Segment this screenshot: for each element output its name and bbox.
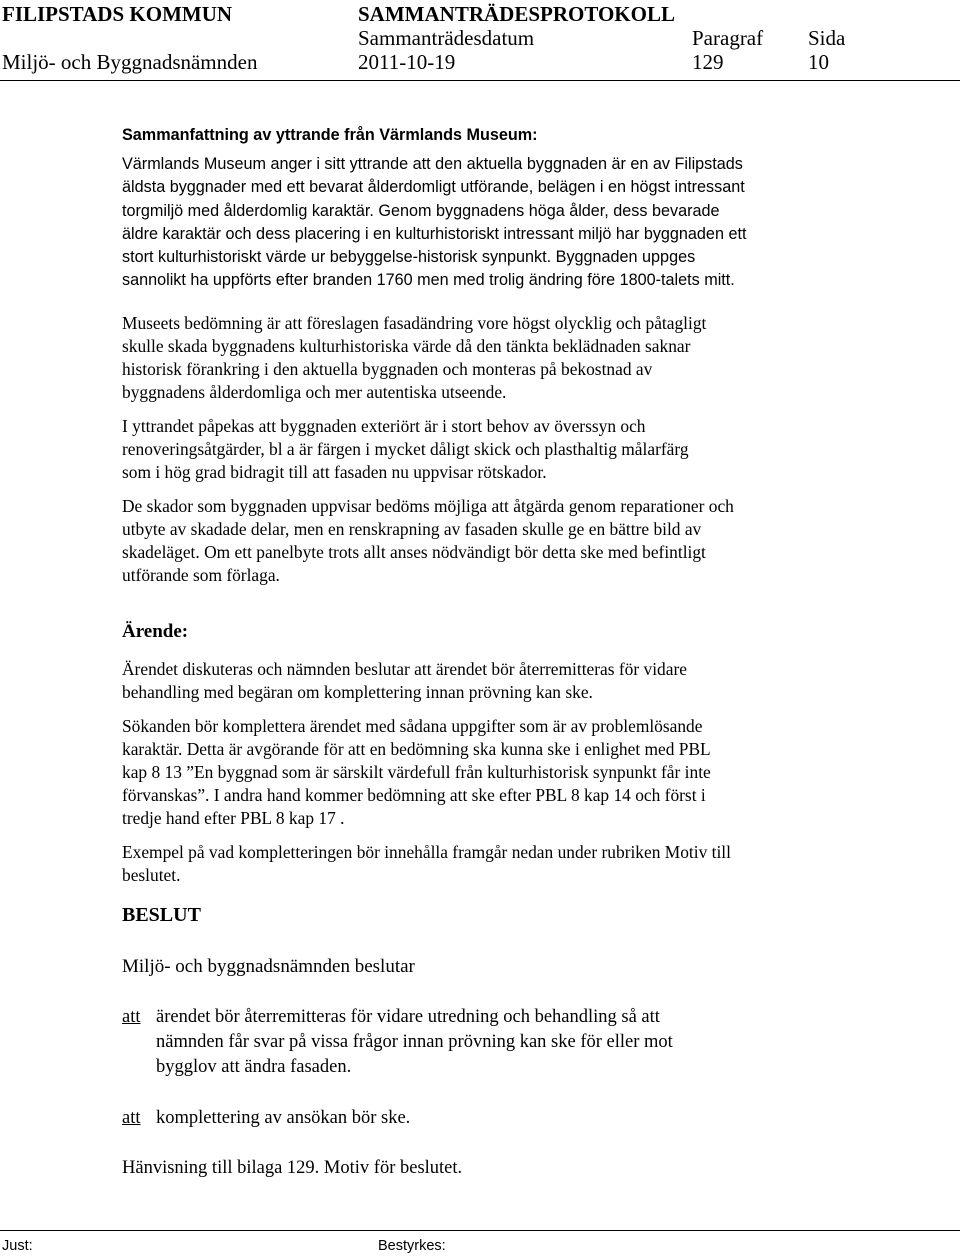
summary-paragraph-3 xyxy=(122,415,834,484)
text-line: utförande som förlaga. xyxy=(122,565,280,585)
summary-heading: Sammanfattning av yttrande från Värmlands Museum: xyxy=(122,126,538,144)
page-label: Sida xyxy=(808,26,846,50)
page-number: 10 xyxy=(808,50,829,74)
text-line: sannolikt ha uppförts efter branden 1760 men med trolig ändring före 1800-talets mitt. xyxy=(122,271,735,290)
summary-paragraph-1 xyxy=(122,153,834,292)
decision-item-2 xyxy=(122,1106,141,1131)
text-line: Exempel på vad kompletteringen bör innehålla framgår nedan under rubriken Motiv till xyxy=(122,842,731,862)
arende-paragraph-1 xyxy=(122,658,834,704)
beslut-heading: BESLUT xyxy=(122,904,201,926)
arende-paragraph-3 xyxy=(122,841,834,887)
text-line: ärendet bör återremitteras för vidare utredning och behandling så att xyxy=(156,1007,660,1027)
text-line: som i hög grad bidragit till att fasaden nu uppvisar rötskador. xyxy=(122,462,547,482)
arende-heading: Ärende: xyxy=(122,621,189,642)
text-line: förvanskas”. I andra hand kommer bedömning att ske efter PBL 8 kap 14 och först i xyxy=(122,785,706,805)
beslut-intro: Miljö- och byggnadsnämnden beslutar xyxy=(122,956,415,977)
text-line: bygglov att ändra fasaden. xyxy=(156,1057,352,1077)
document-type: SAMMANTRÄDESPROTOKOLL xyxy=(358,2,675,26)
text-line: kap 8 13 ”En byggnad som är särskilt värdefull från kulturhistorisk synpunkt får inte xyxy=(122,762,711,782)
text-line: äldsta byggnader med ett bevarat ålderdomligt utförande, belägen i en högst intressant xyxy=(122,178,745,197)
text-line: Museets bedömning är att föreslagen fasadändring vore högst olycklig och påtagligt xyxy=(122,313,707,333)
arende-paragraph-2 xyxy=(122,715,834,830)
summary-serif-section xyxy=(122,312,834,587)
attachment-reference: Hänvisning till bilaga 129. Motiv för beslutet. xyxy=(122,1158,463,1178)
summary-section xyxy=(122,124,834,300)
paragraph-label: Paragraf xyxy=(692,26,764,50)
committee-name: Miljö- och Byggnadsnämnden xyxy=(2,50,258,74)
summary-paragraph-4 xyxy=(122,495,834,587)
att-marker: att xyxy=(122,1007,141,1027)
text-line: äldre karaktär och dess placering i en kulturhistoriskt intressant miljö har byggnaden ett xyxy=(122,224,747,243)
bestyrkes-label: Bestyrkes: xyxy=(378,1238,446,1254)
municipality-name: FILIPSTADS KOMMUN xyxy=(2,2,233,26)
paragraph-number: 129 xyxy=(692,50,724,74)
text-line: byggnadens ålderdomliga och mer autentiska utseende. xyxy=(122,382,507,402)
text-line: tredje hand efter PBL 8 kap 17 . xyxy=(122,808,345,828)
summary-paragraph-2 xyxy=(122,312,834,404)
justering-label: Just: xyxy=(2,1238,33,1254)
text-line: utbyte av skadade delar, men en renskrapning av fasaden skulle ge en bättre bild av xyxy=(122,519,702,539)
decision-item-1 xyxy=(122,1005,141,1030)
decision-item-2-text: komplettering av ansökan bör ske. xyxy=(156,1108,411,1128)
meeting-date: 2011-10-19 xyxy=(358,50,456,74)
text-line: I yttrandet påpekas att byggnaden exteriört är i stort behov av överssyn och xyxy=(122,416,646,436)
text-line: skulle skada byggnadens kulturhistoriska värde då den tänkta beklädnaden saknar xyxy=(122,336,691,356)
text-line: Ärendet diskuteras och nämnden beslutar att ärendet bör återremitteras för vidare xyxy=(122,659,687,679)
text-line: karaktär. Detta är avgörande för att en bedömning ska kunna ske i enlighet med PBL xyxy=(122,739,711,759)
text-line: De skador som byggnaden uppvisar bedöms möjliga att åtgärda genom reparationer och xyxy=(122,496,734,516)
decision-item-1-text xyxy=(156,1005,673,1080)
header-divider xyxy=(0,80,960,81)
text-line: torgmiljö med ålderdomlig karaktär. Genom byggnadens höga ålder, dess bevarade xyxy=(122,201,720,220)
text-line: nämnden får svar på vissa frågor innan prövning kan ske för eller mot xyxy=(156,1032,673,1052)
text-line: stort kulturhistoriskt värde ur bebyggelse-historisk synpunkt. Byggnaden uppges xyxy=(122,248,696,267)
text-line: renoveringsåtgärder, bl a är färgen i mycket dåligt skick och plasthaltig målarfärg xyxy=(122,439,689,459)
text-line: Värmlands Museum anger i sitt yttrande att den aktuella byggnaden är en av Filipstads xyxy=(122,155,743,174)
arende-section xyxy=(122,620,834,887)
date-label: Sammanträdesdatum xyxy=(358,26,535,50)
text-line: behandling med begäran om komplettering innan prövning kan ske. xyxy=(122,682,593,702)
text-line: Sökanden bör komplettera ärendet med sådana uppgifter som är av problemlösande xyxy=(122,716,703,736)
footer-divider xyxy=(0,1230,960,1231)
att-marker: att xyxy=(122,1108,141,1128)
text-line: beslutet. xyxy=(122,865,181,885)
text-line: skadeläget. Om ett panelbyte trots allt anses nödvändigt bör detta ske med befintligt xyxy=(122,542,706,562)
text-line: historisk förankring i den aktuella byggnaden och monteras på bekostnad av xyxy=(122,359,653,379)
